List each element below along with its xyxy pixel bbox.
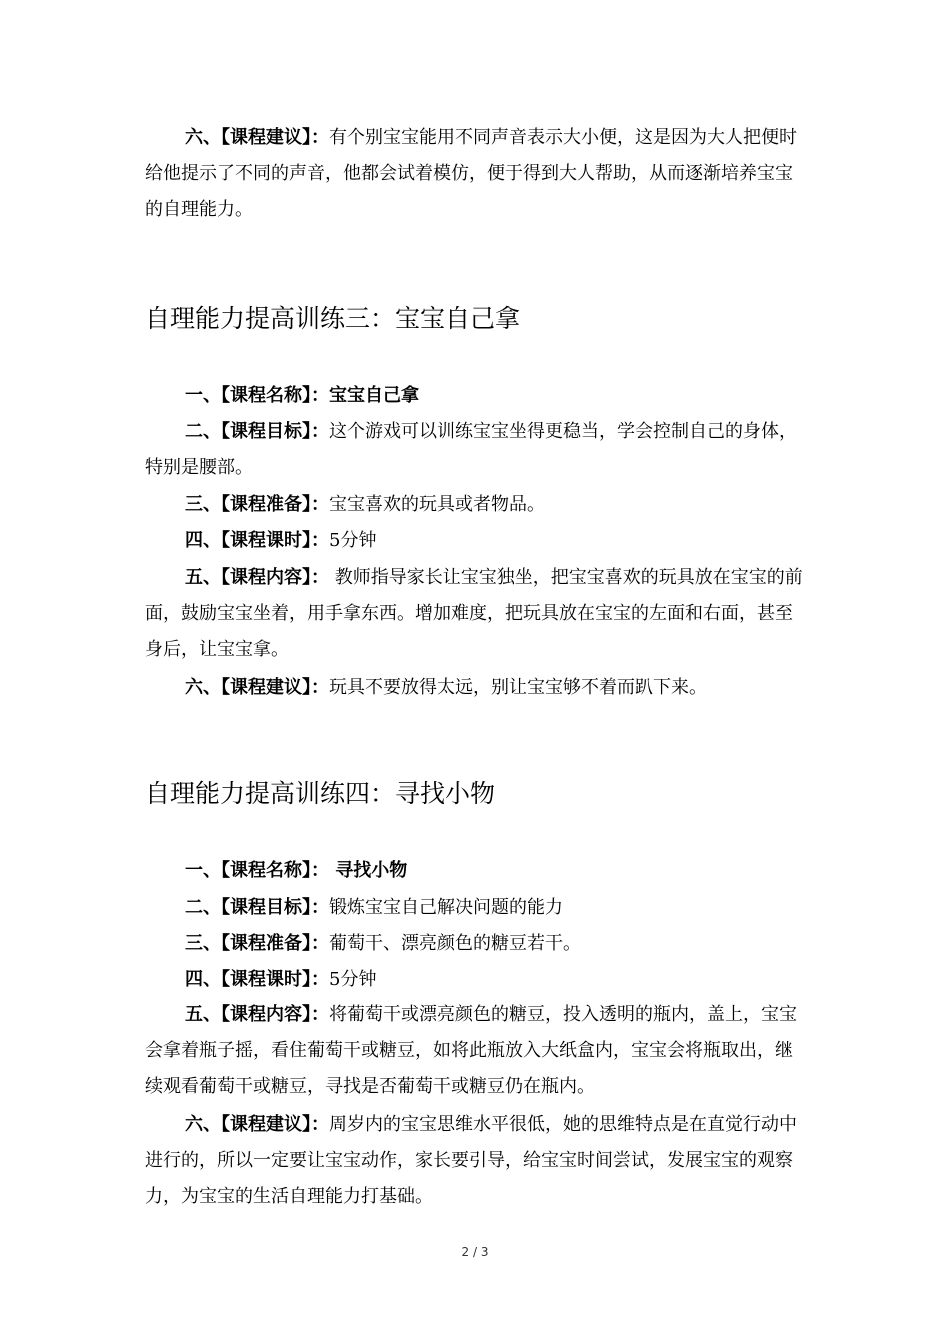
t3-name-text: 宝宝自己拿 (329, 385, 419, 406)
t3-goal-text: 这个游戏可以训练宝宝坐得更稳当，学会控制自己的身体，特别是腰部。 (145, 421, 797, 478)
training-4-title: 自理能力提高训练四：寻找小物 (145, 779, 496, 808)
t3-course-duration (145, 523, 805, 559)
page-number: 2 / 3 (461, 1245, 489, 1259)
t3-prep-label: 三、【课程准备】： (185, 494, 329, 515)
t3-course-suggestion (145, 670, 805, 706)
t3-duration-label: 四、【课程课时】： (185, 530, 329, 551)
t4-content-text: 将葡萄干或漂亮颜色的糖豆，投入透明的瓶内，盖上，宝宝会拿着瓶子摇，看住葡萄干或糖豆，如将此瓶放入大纸盒内，宝宝会将瓶取出，继续观看葡萄干或糖豆，寻找是否葡萄干或糖豆仍在瓶内。 (145, 1004, 797, 1097)
training-3-title: 自理能力提高训练三：宝宝自己拿 (145, 304, 521, 333)
prev-course-suggestion (145, 120, 805, 228)
t3-course-name (145, 378, 805, 414)
prev-suggestion-text: 有个别宝宝能用不同声音表示大小便，这是因为大人把便时给他提示了不同的声音，他都会试着模仿，便于得到大人帮助，从而逐渐培养宝宝的自理能力。 (145, 127, 797, 220)
t4-content-label: 五、【课程内容】： (185, 1004, 329, 1025)
t3-course-goal (145, 414, 805, 486)
t4-duration-text: 5分钟 (329, 969, 377, 990)
t3-content-text: 教师指导家长让宝宝独坐，把宝宝喜欢的玩具放在宝宝的前面，鼓励宝宝坐着，用手拿东西。增加难度，把玩具放在宝宝的左面和右面，甚至身后，让宝宝拿。 (145, 567, 803, 660)
t3-suggestion-text: 玩具不要放得太远，别让宝宝够不着而趴下来。 (329, 677, 707, 698)
t4-name-text: 寻找小物 (329, 860, 408, 881)
t3-suggestion-label: 六、【课程建议】： (185, 677, 329, 698)
t4-course-content (145, 997, 805, 1105)
t3-goal-label: 二、【课程目标】： (185, 421, 329, 442)
t3-course-content (145, 560, 805, 668)
t4-prep-label: 三、【课程准备】： (185, 933, 329, 954)
t3-duration-text: 5分钟 (329, 530, 377, 551)
t4-suggestion-text: 周岁内的宝宝思维水平很低，她的思维特点是在直觉行动中进行的，所以一定要让宝宝动作，家长要引导，给宝宝时间尝试，发展宝宝的观察力，为宝宝的生活自理能力打基础。 (145, 1114, 797, 1207)
t4-course-duration (145, 962, 805, 998)
t4-course-name (145, 853, 805, 889)
t4-goal-label: 二、【课程目标】： (185, 897, 329, 918)
t4-course-goal (145, 890, 805, 926)
t4-prep-text: 葡萄干、漂亮颜色的糖豆若干。 (329, 933, 581, 954)
t3-content-label: 五、【课程内容】： (185, 567, 329, 588)
t3-prep-text: 宝宝喜欢的玩具或者物品。 (329, 494, 545, 515)
t4-name-label: 一、【课程名称】： (185, 860, 329, 881)
t4-goal-text: 锻炼宝宝自己解决问题的能力 (329, 897, 563, 918)
prev-suggestion-label: 六、【课程建议】： (185, 127, 329, 148)
t4-suggestion-label: 六、【课程建议】： (185, 1114, 329, 1135)
t3-name-label: 一、【课程名称】： (185, 385, 329, 406)
t4-course-prep (145, 926, 805, 962)
t3-course-prep (145, 487, 805, 523)
t4-course-suggestion (145, 1107, 805, 1215)
t4-duration-label: 四、【课程课时】： (185, 969, 329, 990)
